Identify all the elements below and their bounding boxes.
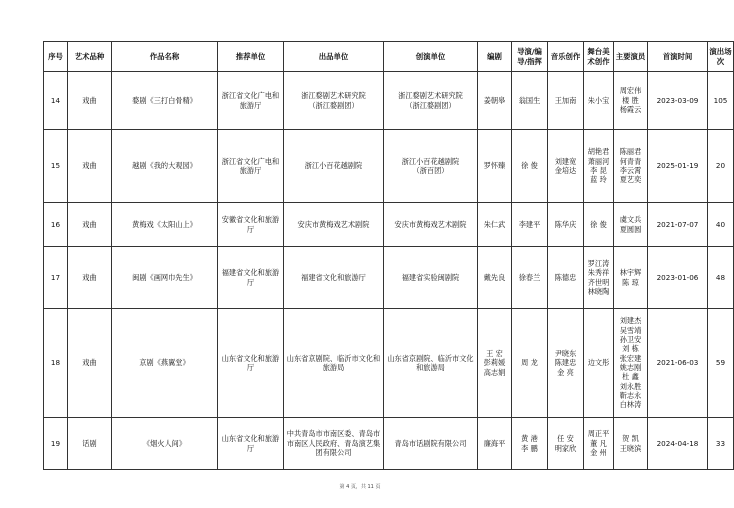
cell-recommender: 山东省文化和旅游厅 <box>218 418 284 470</box>
cell-music: 陈德忠 <box>548 247 584 309</box>
header-cell: 作品名称 <box>112 42 218 72</box>
table-row <box>44 72 734 130</box>
header-cell: 序号 <box>44 42 68 72</box>
table-row <box>44 309 734 418</box>
cell-stage: 胡艳君 萧丽河 李 昆 蓝 玲 <box>584 130 614 203</box>
cell-creator: 山东省京剧院、临沂市文化和旅游局 <box>384 309 478 418</box>
cell-actors: 刘建杰 吴雪靖 孙卫安 刘 栋 张宏建 姚志刚 杜 鑫 刘永胜 靳志永 白林涛 <box>614 309 648 418</box>
cell-director: 徐 俊 <box>512 130 548 203</box>
cell-director: 李建平 <box>512 203 548 247</box>
cell-shows: 33 <box>708 418 734 470</box>
cell-kind: 戏曲 <box>68 247 112 309</box>
cell-actors: 陈丽君 何青青 李云霄 夏艺奕 <box>614 130 648 203</box>
cell-producer: 福建省文化和旅游厅 <box>284 247 384 309</box>
cell-title: 京剧《燕翼堂》 <box>112 309 218 418</box>
cell-kind: 戏曲 <box>68 203 112 247</box>
cell-music: 刘建宽 金培达 <box>548 130 584 203</box>
cell-actors: 贺 凯 王晓滨 <box>614 418 648 470</box>
cell-title: 黄梅戏《太阳山上》 <box>112 203 218 247</box>
table-row <box>44 130 734 203</box>
header-cell: 艺术品种 <box>68 42 112 72</box>
cell-producer: 浙江小百花越剧院 <box>284 130 384 203</box>
cell-writer: 罗怀臻 <box>478 130 512 203</box>
cell-shows: 20 <box>708 130 734 203</box>
cell-premiere: 2025-01-19 <box>648 130 708 203</box>
cell-title: 《烟火人间》 <box>112 418 218 470</box>
cell-shows: 105 <box>708 72 734 130</box>
cell-music: 尹晓东 陈建忠 金 亮 <box>548 309 584 418</box>
cell-premiere: 2023-03-09 <box>648 72 708 130</box>
cell-stage: 边文彤 <box>584 309 614 418</box>
cell-recommender: 浙江省文化广电和旅游厅 <box>218 130 284 203</box>
cell-title: 婺剧《三打白骨精》 <box>112 72 218 130</box>
cell-writer: 廉海平 <box>478 418 512 470</box>
cell-producer: 中共青岛市市南区委、青岛市市南区人民政府、青岛演艺集团有限公司 <box>284 418 384 470</box>
header-cell: 演出场次 <box>708 42 734 72</box>
cell-creator: 浙江婺剧艺术研究院 （浙江婺剧团） <box>384 72 478 130</box>
table-row <box>44 203 734 247</box>
cell-shows: 59 <box>708 309 734 418</box>
cell-shows: 48 <box>708 247 734 309</box>
cell-recommender: 浙江省文化广电和旅游厅 <box>218 72 284 130</box>
header-cell: 主要演员 <box>614 42 648 72</box>
cell-premiere: 2023-01-06 <box>648 247 708 309</box>
cell-recommender: 福建省文化和旅游厅 <box>218 247 284 309</box>
cell-no: 19 <box>44 418 68 470</box>
table-row <box>44 418 734 470</box>
cell-writer: 戴先良 <box>478 247 512 309</box>
cell-no: 17 <box>44 247 68 309</box>
cell-no: 15 <box>44 130 68 203</box>
cell-premiere: 2024-04-18 <box>648 418 708 470</box>
cell-stage: 罗江涛 朱秀祥 齐世明 林晓陶 <box>584 247 614 309</box>
cell-premiere: 2021-06-03 <box>648 309 708 418</box>
header-cell: 推荐单位 <box>218 42 284 72</box>
cell-actors: 林宇辉 陈 琼 <box>614 247 648 309</box>
header-row <box>44 42 734 72</box>
cell-kind: 话剧 <box>68 418 112 470</box>
header-cell: 音乐创作 <box>548 42 584 72</box>
cell-title: 闽剧《画网巾先生》 <box>112 247 218 309</box>
header-cell: 首演时间 <box>648 42 708 72</box>
cell-creator: 福建省实验闽剧院 <box>384 247 478 309</box>
cell-director: 徐春兰 <box>512 247 548 309</box>
header-cell: 舞台美术创作 <box>584 42 614 72</box>
cell-music: 陈华庆 <box>548 203 584 247</box>
cell-director: 翁国生 <box>512 72 548 130</box>
cell-stage: 朱小宝 <box>584 72 614 130</box>
cell-no: 16 <box>44 203 68 247</box>
cell-kind: 戏曲 <box>68 72 112 130</box>
header-cell: 编剧 <box>478 42 512 72</box>
cell-music: 任 安 明家欣 <box>548 418 584 470</box>
cell-title: 越剧《我的大观园》 <box>112 130 218 203</box>
cell-stage: 周正平 董 凡 金 州 <box>584 418 614 470</box>
table-row <box>44 247 734 309</box>
cell-kind: 戏曲 <box>68 309 112 418</box>
cell-director: 周 龙 <box>512 309 548 418</box>
cell-shows: 40 <box>708 203 734 247</box>
cell-kind: 戏曲 <box>68 130 112 203</box>
cell-stage: 徐 俊 <box>584 203 614 247</box>
cell-recommender: 安徽省文化和旅游厅 <box>218 203 284 247</box>
cell-no: 18 <box>44 309 68 418</box>
cell-creator: 青岛市话剧院有限公司 <box>384 418 478 470</box>
cell-creator: 浙江小百花越剧院 （浙百团） <box>384 130 478 203</box>
cell-no: 14 <box>44 72 68 130</box>
cell-producer: 山东省京剧院、临沂市文化和旅游局 <box>284 309 384 418</box>
header-cell: 导演/编导/指挥 <box>512 42 548 72</box>
cell-premiere: 2021-07-07 <box>648 203 708 247</box>
cell-actors: 周宏伟 楼 胜 杨霞云 <box>614 72 648 130</box>
cell-actors: 虞文兵 夏圆圆 <box>614 203 648 247</box>
cell-writer: 王 宏 彭莉媛 高志娟 <box>478 309 512 418</box>
cell-director: 黄 港 李 鹏 <box>512 418 548 470</box>
cell-producer: 安庆市黄梅戏艺术剧院 <box>284 203 384 247</box>
header-cell: 创演单位 <box>384 42 478 72</box>
page-footer: 第 4 页，共 11 页 <box>339 484 381 490</box>
cell-producer: 浙江婺剧艺术研究院 （浙江婺剧团） <box>284 72 384 130</box>
cell-creator: 安庆市黄梅戏艺术剧院 <box>384 203 478 247</box>
header-cell: 出品单位 <box>284 42 384 72</box>
works-table <box>43 41 734 470</box>
cell-music: 王加南 <box>548 72 584 130</box>
cell-recommender: 山东省文化和旅游厅 <box>218 309 284 418</box>
cell-writer: 姜朝皋 <box>478 72 512 130</box>
cell-writer: 朱仁武 <box>478 203 512 247</box>
